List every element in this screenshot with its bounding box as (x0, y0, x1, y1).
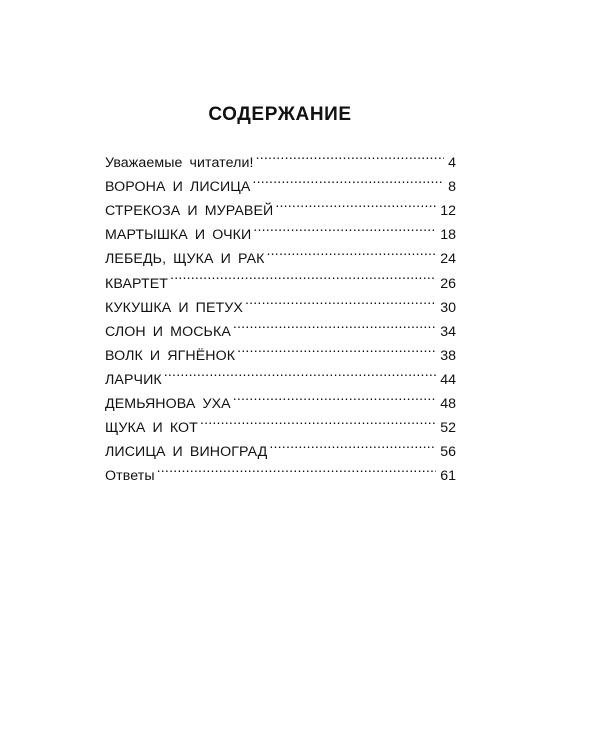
dot-leader (200, 408, 436, 432)
toc-entry (105, 456, 456, 485)
toc-entry (105, 143, 456, 172)
page-title: СОДЕРЖАНИЕ (208, 104, 352, 125)
toc-page-number: 12 (440, 203, 456, 220)
dot-leader (157, 456, 437, 480)
toc-entry-title: СЛОН И МОСЬКА (105, 323, 231, 340)
dot-leader (269, 432, 436, 456)
table-of-contents (105, 143, 456, 485)
dot-leader (245, 288, 436, 312)
toc-entry-title: ЛИСИЦА И ВИНОГРАД (105, 444, 268, 461)
dot-leader (256, 143, 445, 167)
dot-leader (252, 167, 444, 191)
toc-page-number: 34 (440, 323, 456, 340)
dot-leader (237, 336, 436, 360)
dot-leader (233, 384, 436, 408)
toc-entry-title: ЛЕБЕДЬ, ЩУКА И РАК (105, 251, 265, 268)
dot-leader (275, 191, 436, 215)
toc-entry-title: КВАРТЕТ (105, 275, 169, 292)
toc-entry-title: ВОРОНА И ЛИСИЦА (105, 179, 251, 196)
dot-leader (233, 312, 436, 336)
toc-page-number: 24 (440, 251, 456, 268)
toc-entry-title: СТРЕКОЗА И МУРАВЕЙ (105, 203, 274, 220)
toc-entry-title: Уважаемые читатели! (105, 155, 254, 172)
toc-entry-title: ЛАРЧИК (105, 371, 162, 388)
dot-leader (267, 239, 437, 263)
dot-leader (164, 360, 436, 384)
toc-page-number: 18 (440, 227, 456, 244)
dot-leader (253, 215, 436, 239)
toc-page-number: 44 (440, 371, 456, 388)
toc-entry-title: МАРТЫШКА И ОЧКИ (105, 227, 252, 244)
toc-page-number: 30 (440, 299, 456, 316)
toc-page-number: 26 (440, 275, 456, 292)
toc-page-number: 8 (448, 179, 456, 196)
toc-entry-title: КУКУШКА И ПЕТУХ (105, 299, 243, 316)
toc-entry-title: ДЕМЬЯНОВА УХА (105, 396, 231, 413)
toc-page-number: 38 (440, 347, 456, 364)
toc-entry-title: ЩУКА И КОТ (105, 420, 198, 437)
toc-entry-title: Ответы (105, 468, 155, 485)
toc-page-number: 61 (440, 468, 456, 485)
toc-page-number: 48 (440, 396, 456, 413)
toc-page-number: 4 (448, 155, 456, 172)
toc-page-number: 56 (440, 444, 456, 461)
toc-page-number: 52 (440, 420, 456, 437)
toc-entry-title: ВОЛК И ЯГНЁНОК (105, 347, 236, 364)
dot-leader (170, 263, 436, 287)
